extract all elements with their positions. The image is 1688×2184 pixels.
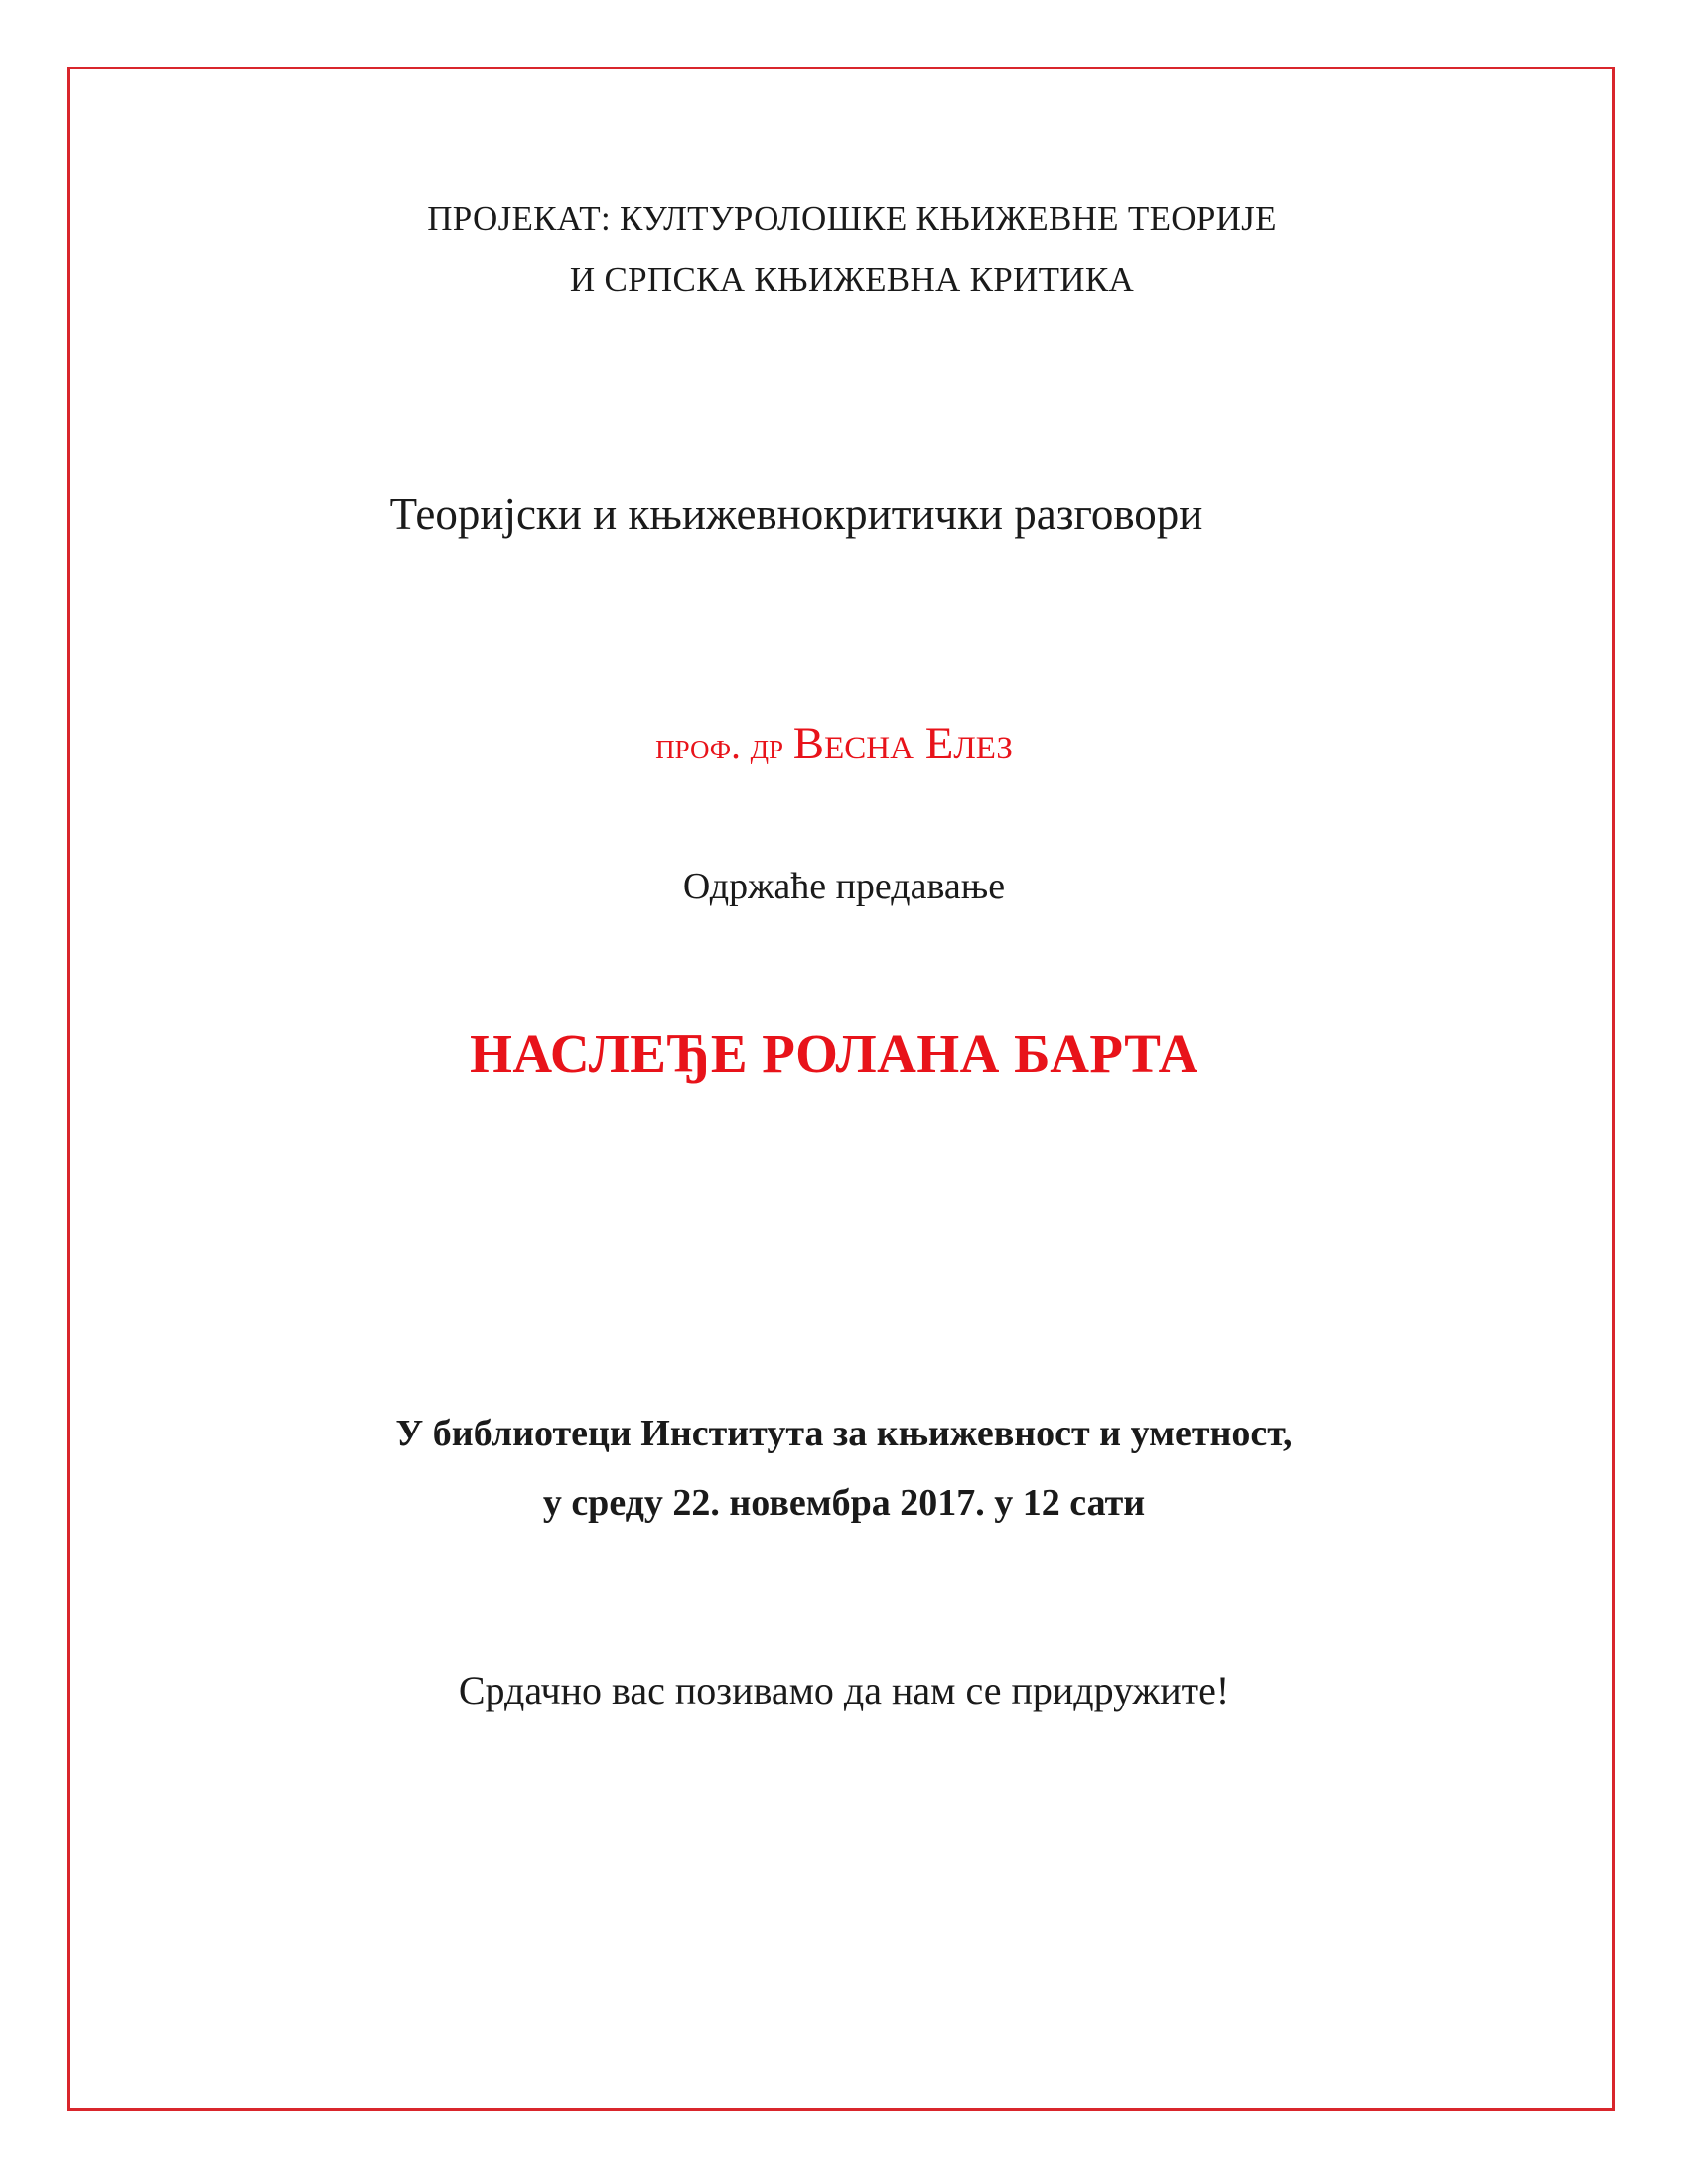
project-title-line-2: И СРПСКА КЊИЖЕВНА КРИТИКА [569, 260, 1135, 299]
lecturer-title: проф. др [655, 725, 784, 767]
page-border-frame [67, 67, 1615, 2111]
venue-line-1: У библиотеци Института за књижевност и уметност, [395, 1413, 1293, 1454]
venue-date-time-line: у среду 22. новембра 2017. у 12 сати [542, 1482, 1146, 1524]
lecture-title: НАСЛЕЂЕ РОЛАНА БАРТА [470, 1024, 1198, 1084]
lecturer-name: Весна Елез [792, 718, 1013, 769]
invitation-text: Срдачно вас позивамо да нам се придружите! [458, 1668, 1230, 1712]
announcement-text: Одржаће предавање [682, 866, 1006, 907]
project-title-line-1: ПРОЈЕКАТ: КУЛТУРОЛОШКЕ КЊИЖЕВНЕ ТЕОРИЈЕ [427, 200, 1277, 238]
lecturer [0, 717, 1678, 770]
series-title: Теоријски и књижевнокритички разговори [389, 489, 1203, 539]
